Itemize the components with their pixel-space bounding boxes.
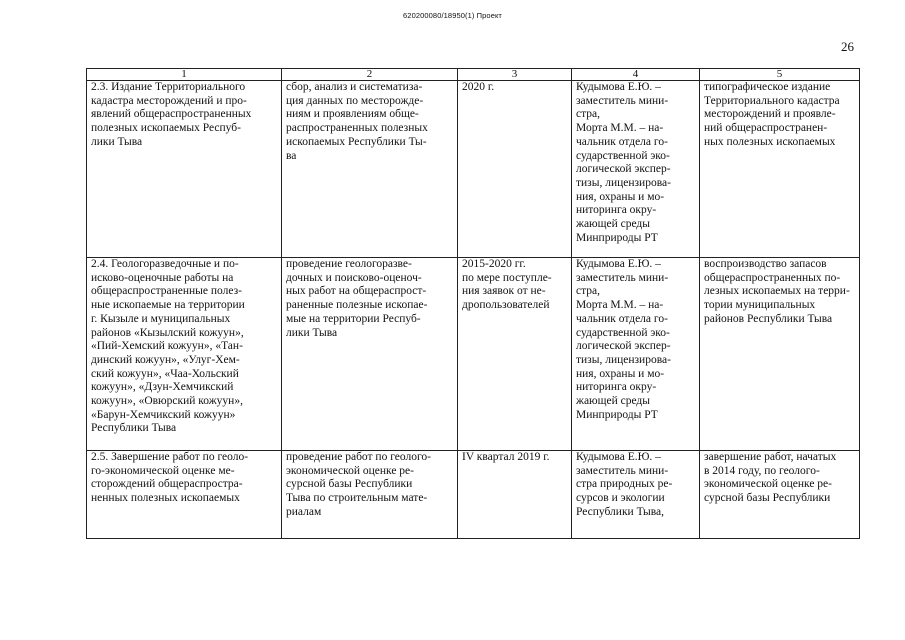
cell-text-line: лезных ископаемых на терри- <box>704 285 850 298</box>
cell-text-line: логической экспер- <box>576 340 671 353</box>
result-cell <box>700 258 860 451</box>
cell-text-line: раненные полезные ископае- <box>286 299 428 312</box>
cell-text-line: жающей среды <box>576 218 651 231</box>
cell-text-line: Кудымова Е.Ю. – <box>576 81 661 93</box>
cell-text-line: ния, охраны и мо- <box>576 367 665 380</box>
content-cell <box>282 258 458 451</box>
cell-text-line: Минприроды РТ <box>576 231 658 244</box>
cell-text-line: 2.4. Геологоразведочные и по- <box>91 258 239 270</box>
cell-text-line: экономической оценке ре- <box>286 464 414 477</box>
cell-text-line: ниторинга окру- <box>576 381 657 394</box>
cell-text-line: распространенных полезных <box>286 122 428 135</box>
cell-text-line: ниям и проявлениям обще- <box>286 108 419 121</box>
cell-text-line: заместитель мини- <box>576 271 669 284</box>
cell-text-line: тизы, лицензирова- <box>576 353 671 366</box>
cell-text-line: общераспространенных по- <box>704 271 841 284</box>
cell-text-line: мые на территории Респуб- <box>286 312 421 325</box>
column-header-row <box>87 69 860 81</box>
cell-text-line: в 2014 году, по геолого- <box>704 464 820 477</box>
cell-text-line: дочных и поисково-оценоч- <box>286 271 422 284</box>
cell-text-line: типографическое издание <box>704 81 831 93</box>
cell-text-line: стра, <box>576 108 600 121</box>
cell-text-line: ненных полезных ископаемых <box>91 492 240 505</box>
cell-text-line: ниторинга окру- <box>576 204 657 217</box>
deadline-cell <box>458 258 572 451</box>
cell-text-line: Территориального кадастра <box>704 94 840 107</box>
plan-table <box>86 68 860 539</box>
cell-text-line: явлений общераспространенных <box>91 108 252 121</box>
responsible-cell <box>572 81 700 258</box>
deadline-cell <box>458 81 572 258</box>
cell-text-line: ных работ на общераспрост- <box>286 285 427 298</box>
column-header: 5 <box>700 69 860 81</box>
cell-text-line: жающей среды <box>576 395 651 408</box>
cell-text-line: логической экспер- <box>576 163 671 176</box>
table-row <box>87 81 860 258</box>
column-header: 3 <box>458 69 572 81</box>
cell-text-line: 2020 г. <box>462 81 495 93</box>
cell-text-line: «Барун-Хемчикский кожуун» <box>91 408 236 421</box>
cell-text-line: ископаемых Республики Ты- <box>286 135 427 148</box>
cell-text-line: тизы, лицензирова- <box>576 176 671 189</box>
cell-text-line: экономической оценке ре- <box>704 478 832 491</box>
column-header: 4 <box>572 69 700 81</box>
cell-text-line: ский кожуун», «Чаа-Хольский <box>91 367 239 380</box>
cell-text-line: Морта М.М. – на- <box>576 122 664 135</box>
deadline-cell <box>458 451 572 539</box>
measure-cell <box>87 258 282 451</box>
cell-text-line: сурсов и экологии <box>576 492 665 505</box>
content-cell <box>282 451 458 539</box>
cell-text-line: кожуун», «Овюрский кожуун», <box>91 395 243 408</box>
cell-text-line: Республики Тыва, <box>576 505 665 518</box>
table-row <box>87 451 860 539</box>
cell-text-line: сурсной базы Республики <box>286 478 413 491</box>
cell-text-line: лики Тыва <box>91 135 143 148</box>
cell-text-line: исково-оценочные работы на <box>91 271 234 284</box>
cell-text-line: Кудымова Е.Ю. – <box>576 258 661 270</box>
cell-text-line: сударственной эко- <box>576 326 670 339</box>
cell-text-line: Республики Тыва <box>91 422 177 435</box>
cell-text-line: 2015-2020 гг. <box>462 258 526 270</box>
table-row <box>87 258 860 451</box>
responsible-cell <box>572 258 700 451</box>
cell-text-line: IV квартал 2019 г. <box>462 451 550 463</box>
cell-text-line: полезных ископаемых Респуб- <box>91 122 241 135</box>
cell-text-line: районов «Кызылский кожуун», <box>91 326 244 339</box>
cell-text-line: стра, <box>576 285 600 298</box>
cell-text-line: ния, охраны и мо- <box>576 190 665 203</box>
cell-text-line: дропользователей <box>462 299 550 312</box>
cell-text-line: завершение работ, начатых <box>704 451 837 463</box>
cell-text-line: проведение геологоразве- <box>286 258 412 270</box>
cell-text-line: сурсной базы Республики <box>704 492 831 505</box>
cell-text-line: 2.5. Завершение работ по геоло- <box>91 451 249 463</box>
document-id: 620200080/18950(1) Проект <box>403 11 502 20</box>
cell-text-line: ва <box>286 149 297 162</box>
cell-text-line: Кудымова Е.Ю. – <box>576 451 661 463</box>
cell-text-line: Морта М.М. – на- <box>576 299 664 312</box>
cell-text-line: чальник отдела го- <box>576 312 668 325</box>
cell-text-line: го-экономической оценке ме- <box>91 464 235 477</box>
cell-text-line: воспроизводство запасов <box>704 258 827 270</box>
page-number: 26 <box>841 39 854 54</box>
cell-text-line: общераспространенные полез- <box>91 285 242 298</box>
result-cell <box>700 451 860 539</box>
content-cell <box>282 81 458 258</box>
cell-text-line: Тыва по строительным мате- <box>286 492 428 505</box>
cell-text-line: ных полезных ископаемых <box>704 135 836 148</box>
measure-cell <box>87 451 282 539</box>
cell-text-line: динский кожуун», «Улуг-Хем- <box>91 353 240 366</box>
cell-text-line: заместитель мини- <box>576 464 669 477</box>
cell-text-line: 2.3. Издание Территориального <box>91 81 246 93</box>
cell-text-line: тории муниципальных <box>704 299 816 312</box>
cell-text-line: «Пий-Хемский кожуун», «Тан- <box>91 340 243 353</box>
responsible-cell <box>572 451 700 539</box>
cell-text-line: сторождений общераспростра- <box>91 478 243 491</box>
cell-text-line: стра природных ре- <box>576 478 673 491</box>
cell-text-line: месторождений и проявле- <box>704 108 836 121</box>
cell-text-line: ция данных по месторожде- <box>286 94 424 107</box>
cell-text-line: кадастра месторождений и про- <box>91 94 247 107</box>
cell-text-line: ния заявок от не- <box>462 285 546 298</box>
column-header: 1 <box>87 69 282 81</box>
cell-text-line: проведение работ по геолого- <box>286 451 431 463</box>
cell-text-line: чальник отдела го- <box>576 135 668 148</box>
result-cell <box>700 81 860 258</box>
cell-text-line: Минприроды РТ <box>576 408 658 421</box>
cell-text-line: сударственной эко- <box>576 149 670 162</box>
cell-text-line: районов Республики Тыва <box>704 312 833 325</box>
cell-text-line: заместитель мини- <box>576 94 669 107</box>
cell-text-line: ные ископаемые на территории <box>91 299 245 312</box>
cell-text-line: ний общераспространен- <box>704 122 828 135</box>
cell-text-line: г. Кызыле и муниципальных <box>91 312 231 325</box>
cell-text-line: по мере поступле- <box>462 271 552 284</box>
measure-cell <box>87 81 282 258</box>
cell-text-line: риалам <box>286 505 322 518</box>
column-header: 2 <box>282 69 458 81</box>
cell-text-line: лики Тыва <box>286 326 338 339</box>
cell-text-line: сбор, анализ и систематиза- <box>286 81 423 93</box>
cell-text-line: кожуун», «Дзун-Хемчикский <box>91 381 234 394</box>
